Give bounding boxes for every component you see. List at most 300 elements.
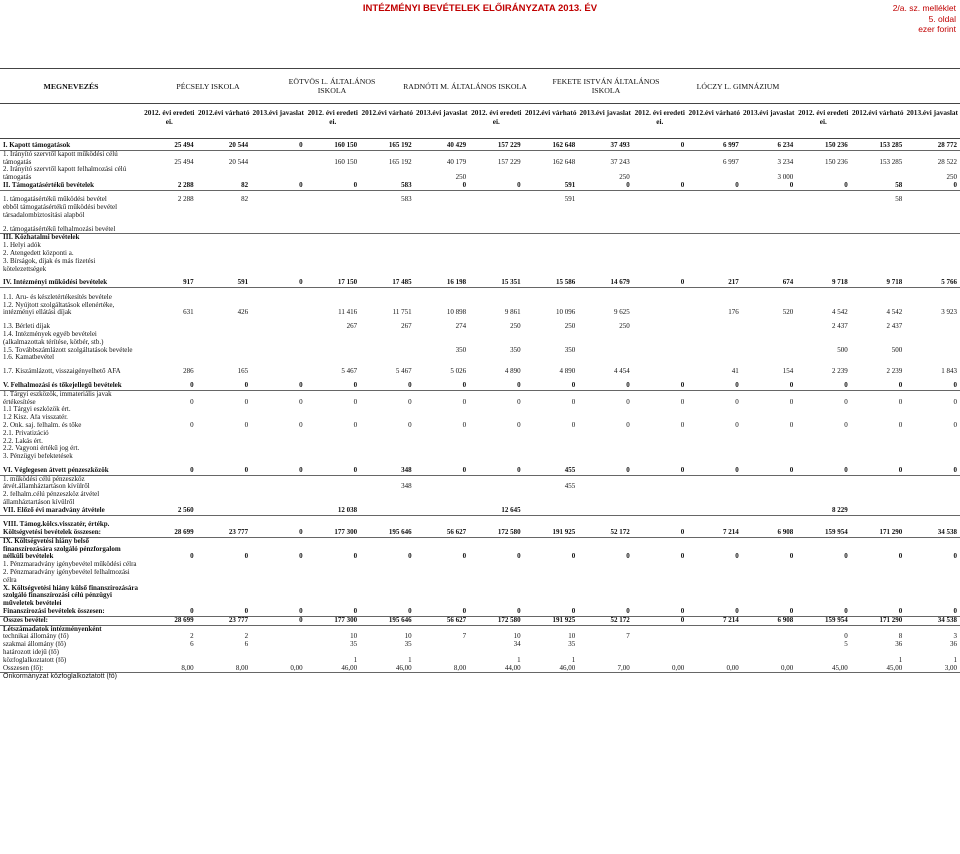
cell-value [687, 347, 742, 355]
cell-value: 0 [633, 142, 688, 150]
cell-value: 0 [524, 608, 579, 616]
cell-value: 0 [197, 382, 252, 390]
cell-value [742, 242, 797, 250]
cell-value [578, 294, 633, 302]
cell-value [306, 491, 361, 507]
cell-value [905, 331, 960, 347]
cell-value [524, 569, 579, 585]
cell-value: 8 [898, 633, 903, 641]
cell-value [742, 323, 797, 331]
cell-value: 52 172 [578, 616, 633, 625]
cell-value: 0 [190, 552, 194, 561]
cell-value [415, 258, 470, 274]
table-row [0, 182, 960, 190]
cell-value [796, 673, 851, 681]
cell-value [633, 196, 688, 204]
cell-value [578, 234, 633, 242]
cell-value [142, 250, 197, 258]
cell-value: 0 [142, 382, 197, 390]
cell-value [633, 250, 688, 258]
cell-value: 6 908 [742, 529, 797, 537]
cell-value [796, 234, 851, 242]
cell-value [142, 323, 197, 331]
cell-value [742, 445, 797, 453]
cell-value [851, 521, 906, 529]
cell-value: 0,00 [742, 665, 797, 673]
cell-value [415, 507, 470, 515]
cell-value [415, 641, 470, 649]
cell-value [142, 258, 197, 274]
cell-value: 153 285 [879, 157, 903, 166]
cell-value: 0 [851, 382, 906, 390]
cell-value [796, 491, 851, 507]
header-megnevezes: MEGNEVEZÉS [43, 81, 99, 91]
cell-value [796, 406, 851, 414]
cell-value [197, 347, 252, 355]
cell-value [306, 204, 361, 220]
cell-value [415, 204, 470, 220]
cell-value [796, 649, 851, 657]
table-row [0, 294, 960, 302]
cell-value [306, 406, 361, 414]
row-label: Költségvetési bevételek összesen: [0, 529, 142, 537]
table-row [0, 491, 960, 507]
row-label: 3. Bírságok, díjak és más fizetési kötelezettségek [3, 257, 96, 273]
cell-value [796, 475, 851, 491]
row-label: 1.1 Tárgyi eszközök ért. [3, 406, 71, 414]
cell-value: 36 [950, 641, 957, 649]
cell-value [142, 585, 197, 608]
cell-value [469, 414, 524, 422]
cell-value [687, 561, 742, 569]
cell-value [905, 585, 960, 608]
annex-reference [893, 3, 956, 35]
cell-value: 348 [360, 467, 415, 475]
table-row [0, 633, 960, 641]
cell-value: 3 923 [941, 308, 957, 317]
cell-value [578, 673, 633, 681]
cell-value [251, 258, 306, 274]
row-label: Összes bevétel: [0, 616, 142, 625]
cell-value: 20 544 [197, 142, 252, 150]
cell-value [306, 438, 361, 446]
cell-value: 7 214 [687, 529, 742, 537]
table-row [0, 354, 960, 362]
cell-value: 5 766 [905, 279, 960, 287]
cell-value: 250 [619, 323, 630, 331]
table-row [0, 453, 960, 461]
cell-value [415, 234, 470, 242]
cell-value [633, 649, 688, 657]
cell-value: 0 [299, 552, 303, 561]
cell-value: 4 454 [613, 368, 630, 376]
header-school-5: LÓCZY L. GIMNÁZIUM [696, 81, 780, 91]
cell-value [197, 445, 252, 453]
table-row [0, 422, 960, 430]
cell-value [469, 649, 524, 657]
table-row [0, 467, 960, 475]
table-row [0, 657, 960, 665]
cell-value: 25 494 [142, 142, 197, 150]
cell-value [905, 347, 960, 355]
unit-label: ezer forint [918, 24, 956, 34]
row-label: Összesen (fő): [0, 665, 142, 673]
cell-value [524, 166, 579, 182]
row-label: 1. működési célú pénzeszköz átvét.államháztartáson kívülről [3, 475, 90, 491]
cell-value: 2 239 [886, 368, 903, 376]
cell-value: 8,00 [197, 665, 252, 673]
cell-value [524, 649, 579, 657]
cell-value: 56 627 [415, 616, 470, 625]
cell-value: 9 625 [613, 308, 630, 317]
table-row [0, 649, 960, 657]
cell-value: 171 290 [851, 616, 906, 625]
cell-value [633, 430, 688, 438]
cell-value: 0 [633, 616, 688, 625]
row-label: 2. támogatásértékű felhalmozási bevétel [0, 226, 142, 234]
cell-value: 0 [898, 552, 903, 561]
cell-value [251, 475, 306, 491]
cell-value [360, 294, 415, 302]
cell-value [742, 673, 797, 681]
table-header [0, 68, 960, 104]
cell-value [524, 406, 579, 414]
cell-value: 3 [953, 633, 957, 641]
table-row [0, 242, 960, 250]
cell-value [905, 196, 960, 204]
cell-value [251, 561, 306, 569]
cell-value [742, 507, 797, 515]
table-row [0, 430, 960, 438]
cell-value [360, 569, 415, 585]
cell-value: 0 [306, 382, 361, 390]
cell-value [796, 258, 851, 274]
cell-value [251, 414, 306, 422]
table-row [0, 673, 960, 681]
cell-value: 20 544 [228, 157, 249, 166]
cell-value: 4 890 [559, 368, 576, 376]
header-school-4: FEKETE ISTVÁN ÁLTALÁNOS ISKOLA [552, 77, 660, 95]
cell-value [742, 414, 797, 422]
row-label: 3. Pénzügyi befektetések [3, 453, 73, 461]
cell-value: 0 [735, 397, 739, 406]
cell-value: 0 [735, 552, 739, 561]
cell-value [197, 430, 252, 438]
cell-value: 0 [462, 552, 467, 561]
cell-value: 0 [633, 529, 688, 537]
cell-value [360, 445, 415, 453]
cell-value: 0 [353, 552, 358, 561]
table-row [0, 204, 960, 220]
cell-value [306, 242, 361, 250]
cell-value: 0 [844, 421, 848, 429]
cell-value: 4 542 [886, 308, 903, 317]
row-label: Létszámadatok intézményenként [3, 625, 102, 633]
cell-value [360, 204, 415, 220]
cell-value [360, 250, 415, 258]
row-label: IX. Költségvetési hiány belső finanszírozására szolgáló pénzforgalom nélküli bevételek [3, 537, 121, 561]
cell-value [905, 204, 960, 220]
sub-header-label: 2013.évi javaslat [252, 108, 304, 117]
cell-value [142, 491, 197, 507]
cell-value: 0 [626, 552, 630, 561]
cell-value: 23 777 [197, 616, 252, 625]
cell-value [851, 234, 906, 242]
cell-value: 40 179 [446, 157, 467, 166]
cell-value [796, 445, 851, 453]
cell-value [633, 414, 688, 422]
cell-value [633, 204, 688, 220]
cell-value [142, 234, 197, 242]
cell-value: 37 493 [578, 142, 633, 150]
cell-value: 455 [564, 482, 576, 491]
cell-value: 0 [905, 608, 960, 616]
row-label: határozott idejű (fő) [3, 648, 59, 656]
cell-value [197, 491, 252, 507]
row-label: X. Költségvetési hiány külső finanszírozására szolgáló finanszírozási célú pénzügyi műveletek bevételei [3, 584, 139, 608]
cell-value [360, 673, 415, 681]
cell-value [578, 491, 633, 507]
cell-value [796, 294, 851, 302]
cell-value: 0 [796, 182, 851, 190]
cell-value: 34 538 [905, 529, 960, 537]
cell-value: 0 [680, 421, 685, 429]
cell-value: 28 522 [937, 157, 957, 166]
cell-value [687, 354, 742, 362]
cell-value [197, 438, 252, 446]
cell-value: 0 [469, 182, 524, 190]
cell-value: 520 [782, 308, 794, 317]
cell-value [905, 354, 960, 362]
cell-value [687, 294, 742, 302]
cell-value [197, 204, 252, 220]
cell-value: 15 586 [524, 279, 579, 287]
cell-value [633, 354, 688, 362]
table-row [0, 279, 960, 287]
cell-value: 0 [626, 421, 630, 429]
cell-value [415, 354, 470, 362]
cell-value [469, 453, 524, 461]
cell-value [633, 347, 688, 355]
cell-value [905, 507, 960, 515]
cell-value: 45,00 [851, 665, 906, 673]
cell-value: 250 [564, 323, 576, 331]
cell-value [360, 226, 415, 234]
cell-value [251, 438, 306, 446]
cell-value: 56 627 [415, 529, 470, 537]
cell-value [851, 406, 906, 414]
cell-value: 6 908 [742, 616, 797, 625]
cell-value [687, 406, 742, 414]
cell-value [905, 323, 960, 331]
table-row [0, 445, 960, 453]
cell-value: 0 [251, 467, 306, 475]
cell-value [687, 633, 742, 641]
cell-value [687, 414, 742, 422]
cell-value: 0 [953, 421, 957, 429]
row-label: 1.4. Intézmények egyéb bevételei (alkalmazottak térítése, kötbér, stb.) [3, 330, 104, 346]
cell-value [851, 414, 906, 422]
cell-value [851, 475, 906, 491]
cell-value: 0 [687, 182, 742, 190]
cell-value [360, 414, 415, 422]
cell-value [415, 226, 470, 234]
cell-value [742, 633, 797, 641]
cell-value [742, 649, 797, 657]
cell-value: 11 416 [338, 308, 358, 317]
cell-value: 177 300 [306, 616, 361, 625]
cell-value [360, 438, 415, 446]
cell-value [415, 657, 470, 665]
cell-value: 41 [731, 368, 739, 376]
row-label: I. Kapott támogatások [0, 142, 142, 150]
cell-value [796, 331, 851, 347]
cell-value: 157 229 [497, 157, 521, 166]
cell-value [360, 625, 415, 633]
cell-value: 583 [401, 196, 412, 204]
cell-value: 195 646 [360, 529, 415, 537]
table-row [0, 585, 960, 608]
cell-value: 10 [513, 633, 521, 641]
row-label: 2. Átengedett központi a. [3, 250, 74, 258]
cell-value: 0 [844, 552, 848, 561]
table-row [0, 302, 960, 318]
cell-value: 191 925 [524, 529, 579, 537]
cell-value: 0 [299, 397, 303, 406]
cell-value [142, 649, 197, 657]
cell-value: 14 679 [578, 279, 633, 287]
cell-value [469, 585, 524, 608]
cell-value [415, 331, 470, 347]
cell-value [415, 673, 470, 681]
cell-value: 10 [350, 633, 358, 641]
cell-value [251, 569, 306, 585]
cell-value [524, 625, 579, 633]
table-row [0, 507, 960, 515]
cell-value [633, 234, 688, 242]
cell-value [578, 331, 633, 347]
cell-value [742, 258, 797, 274]
cell-value [905, 414, 960, 422]
cell-value: 162 648 [552, 157, 576, 166]
row-label: 1.6. Kamatbevétel [3, 354, 55, 362]
cell-value [796, 196, 851, 204]
cell-value [633, 294, 688, 302]
cell-value [469, 354, 524, 362]
cell-value [360, 406, 415, 414]
cell-value [851, 491, 906, 507]
cell-value [578, 649, 633, 657]
cell-value: 0 [735, 421, 739, 429]
table-row [0, 625, 960, 633]
cell-value [742, 226, 797, 234]
cell-value [905, 294, 960, 302]
cell-value [142, 331, 197, 347]
cell-value [742, 521, 797, 529]
cell-value [306, 250, 361, 258]
cell-value [197, 625, 252, 633]
cell-value [469, 561, 524, 569]
cell-value [524, 445, 579, 453]
cell-value [306, 347, 361, 355]
cell-value: 46,00 [524, 665, 579, 673]
cell-value: 0 [197, 608, 252, 616]
cell-value [633, 521, 688, 529]
cell-value [687, 234, 742, 242]
table-row [0, 569, 960, 585]
cell-value: 0 [415, 182, 470, 190]
cell-value: 0 [469, 467, 524, 475]
sub-header-label: 2012. évi eredeti ei. [144, 108, 195, 126]
cell-value [142, 475, 197, 491]
cell-value [251, 585, 306, 608]
cell-value [306, 625, 361, 633]
cell-value [742, 347, 797, 355]
cell-value [251, 453, 306, 461]
cell-value [578, 625, 633, 633]
cell-value [851, 438, 906, 446]
cell-value [415, 294, 470, 302]
cell-value: 0 [142, 467, 197, 475]
table-row [0, 414, 960, 422]
cell-value [251, 641, 306, 649]
cell-value: 250 [455, 173, 467, 182]
cell-value [251, 302, 306, 318]
cell-value [524, 673, 579, 681]
cell-value: 0 [742, 608, 797, 616]
sub-header-label: 2012. évi eredeti ei. [307, 108, 358, 126]
cell-value [142, 453, 197, 461]
cell-value [851, 166, 906, 182]
cell-value: 10 898 [446, 308, 467, 317]
cell-value: 153 285 [851, 142, 906, 150]
cell-value [251, 204, 306, 220]
cell-value: 2 437 [886, 323, 903, 331]
cell-value [578, 445, 633, 453]
cell-value [687, 430, 742, 438]
row-label: 1.3. Bérleti díjak [3, 323, 51, 331]
cell-value [578, 507, 633, 515]
cell-value [851, 354, 906, 362]
cell-value [197, 234, 252, 242]
row-label: Önkormányzat közfoglalkoztatott (fő) [3, 673, 117, 681]
cell-value [306, 196, 361, 204]
row-label: 2. Irányító szervtől kapott felhalmozási célú támogatás [3, 166, 127, 182]
cell-value [197, 331, 252, 347]
cell-value: 8,00 [415, 665, 470, 673]
cell-value [687, 204, 742, 220]
cell-value [306, 585, 361, 608]
cell-value: 7 [462, 633, 467, 641]
cell-value: 10 096 [555, 308, 576, 317]
cell-value [796, 625, 851, 633]
cell-value [360, 242, 415, 250]
cell-value [524, 438, 579, 446]
cell-value [578, 196, 633, 204]
cell-value [306, 475, 361, 491]
cell-value [142, 569, 197, 585]
cell-value [306, 414, 361, 422]
cell-value [251, 673, 306, 681]
cell-value: 0 [517, 421, 521, 429]
cell-value [687, 585, 742, 608]
cell-value [578, 347, 633, 355]
cell-value [905, 475, 960, 491]
cell-value [197, 406, 252, 414]
page-number: 5. oldal [928, 13, 956, 24]
cell-value [197, 561, 252, 569]
table-row [0, 521, 960, 529]
